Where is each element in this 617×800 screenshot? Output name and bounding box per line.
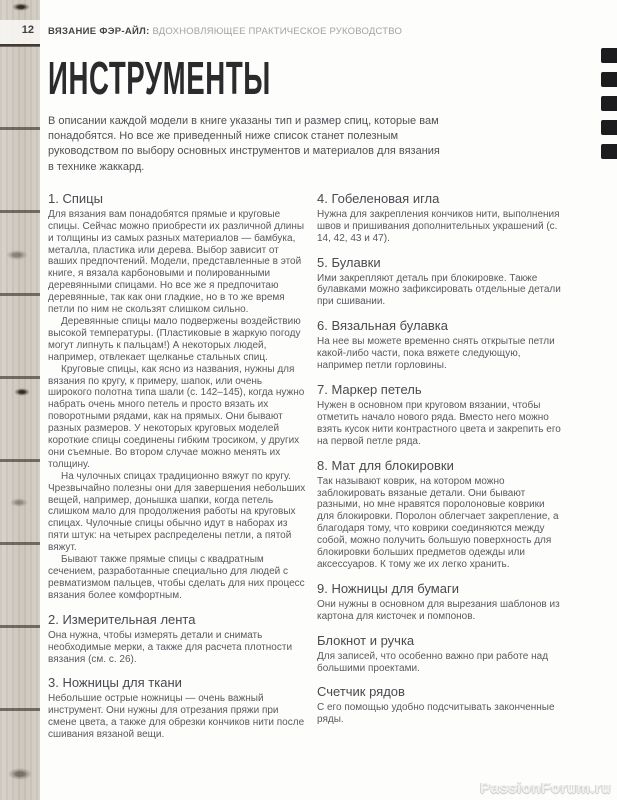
two-column-text — [48, 182, 569, 741]
page-number: 12 — [21, 24, 34, 36]
section-paragraph: Круговые спицы, как ясно из названия, нужны для вязания по кругу, к примеру, шапок, или очень широкого полотна типа шали (с. 142–145), когда нужно набрать очень много петель и просто вязать их поворотными рядами, как на прямых. Они бывают разных размеров. У некоторых круговых моделей короткие спицы соединены гибким тросиком, у других они съемные. Во втором случае можно менять их толщину. — [48, 363, 305, 470]
wood-margin-texture — [0, 0, 40, 800]
wood-knot-icon — [8, 768, 32, 780]
chapter-tab-icon — [601, 96, 617, 111]
section-paragraph: Так называют коврик, на котором можно заблокировать вязаные детали. Они бывают разными, но мне нравятся поролоновые коврики для блокировки. Поролон облегчает закрепление, а благодаря тому, что коврики соединяются между собой, можно получить большую поверхность для блокировки больших предметов одежды или аксессуаров. К тому же их легко хранить. — [317, 475, 559, 570]
section-heading: 4. Гобеленовая игла — [317, 190, 440, 206]
left-column — [48, 182, 308, 741]
section-needles — [48, 191, 308, 602]
wood-knot-icon — [10, 498, 28, 507]
section-paragraph: Бывают также прямые спицы с квадратным сечением, разработанные специально для людей с ревматизмом пальцев, чтобы сделать для них процесс вязания более комфортным. — [48, 554, 305, 601]
watermark: PassionForum.ru — [480, 780, 611, 797]
page-content — [48, 0, 569, 741]
section-heading: 2. Измерительная лента — [48, 611, 196, 627]
chapter-tab-icon — [601, 48, 617, 63]
section-paragraph: Для вязания вам понадобятся прямые и круговые спицы. Сейчас можно приобрести их различной длины и толщины из самых разных материалов — бамбука, металла, пластика или дерева. Выбор зависит от ваших предпочтений. Модели, представленные в этой книге, я вязала карбоновыми и полированными деревянными спицами. Но все же я предпочитаю деревянные, так как они гладкие, но в то же время петли по ним не скользят слишком сильно. — [48, 208, 305, 316]
section-paragraph: Они нужны в основном для вырезания шаблонов из картона для кисточек и помпонов. — [317, 598, 560, 622]
section-paragraph: С его помощью удобно подсчитывать законченные ряды. — [317, 702, 555, 726]
section-stitch-marker — [317, 382, 563, 448]
chapter-tab-icon — [601, 144, 617, 159]
section-heading: 3. Ножницы для ткани — [48, 675, 182, 691]
section-notebook-pen — [317, 633, 563, 675]
section-heading: 9. Ножницы для бумаги — [317, 580, 459, 596]
right-column — [317, 182, 563, 741]
chapter-tab-icon — [601, 120, 617, 135]
running-header — [48, 26, 569, 37]
section-heading: Счетчик рядов — [317, 684, 405, 700]
section-paragraph: Нужна для закрепления кончиков нити, выполнения швов и пришивания дополнительных украшений (с. 14, 42, 43 и 47). — [317, 208, 560, 244]
section-paragraph: Для записей, что особенно важно при работе над большими проектами. — [317, 650, 549, 674]
section-tapestry-needle — [317, 191, 563, 245]
section-heading: 8. Мат для блокировки — [317, 457, 454, 473]
section-fabric-scissors — [48, 675, 308, 741]
section-heading: Блокнот и ручка — [317, 632, 415, 648]
section-paragraph: На нее вы можете временно снять открытые петли какой-либо части, пока вяжете следующую, например петли горловины. — [317, 336, 555, 372]
section-heading: 1. Спицы — [48, 190, 103, 206]
section-row-counter — [317, 684, 563, 726]
section-paragraph: Нужен в основном при круговом вязании, чтобы отметить начало нового ряда. Вместо него можно взять кусок нити контрастного цвета и закрепить его на первой петле ряда. — [317, 399, 561, 447]
wood-knot-icon — [14, 388, 30, 396]
section-paragraph: На чулочных спицах традиционно вяжут по кругу. Чрезвычайно полезны они для завершения небольших вещей, например, донышка шапки, когда петель слишком мало для продолжения работы на круговых спицах. Чулочные спицы обычно идут в наборах из пяти штук: на четырех распределены петли, а пятой вяжут. — [48, 470, 306, 554]
running-header-subtitle: ВДОХНОВЛЯЮЩЕЕ ПРАКТИЧЕСКОЕ РУКОВОДСТВО — [149, 26, 403, 37]
section-paragraph: Она нужна, чтобы измерять детали и снимать необходимые мерки, а также для расчета плотности вязания (см. с. 26). — [48, 629, 293, 665]
intro-paragraph: В описании каждой модели в книге указаны тип и размер спиц, которые вам понадобятся. Но все же приведенный ниже список станет полезным руководством по выбору основных инструментов и материалов для вязания в технике жаккард. — [48, 115, 440, 173]
section-paragraph: Небольшие острые ножницы — очень важный инструмент. Они нужны для отрезания пряжи при смене цвета, а также для обрезки кончиков нити после сшивания вязаной вещи. — [48, 693, 305, 741]
section-paragraph: Ими закрепляют деталь при блокировке. Также булавками можно зафиксировать отдельные детали при сшивании. — [317, 272, 561, 308]
running-header-book-title: ВЯЗАНИЕ ФЭР-АЙЛ: — [48, 26, 150, 37]
chapter-tabs — [601, 48, 617, 159]
wood-knot-icon — [6, 250, 28, 260]
section-measuring-tape — [48, 612, 308, 666]
section-pins — [317, 255, 563, 309]
wood-knot-icon — [12, 3, 30, 11]
chapter-title: ИНСТРУМЕНТЫ — [48, 52, 271, 104]
section-paragraph: Деревянные спицы мало подвержены воздействию высокой температуры. (Пластиковые в жаркую погоду могут липнуть к пальцам!) А некоторых людей, например, отвлекает щелканье стальных спиц. — [48, 315, 301, 363]
section-paper-scissors — [317, 581, 563, 623]
section-stitch-holder — [317, 318, 563, 372]
section-blocking-mat — [317, 458, 563, 571]
chapter-tab-icon — [601, 72, 617, 87]
section-heading: 6. Вязальная булавка — [317, 318, 448, 334]
section-heading: 7. Маркер петель — [317, 381, 422, 397]
section-heading: 5. Булавки — [317, 254, 381, 270]
